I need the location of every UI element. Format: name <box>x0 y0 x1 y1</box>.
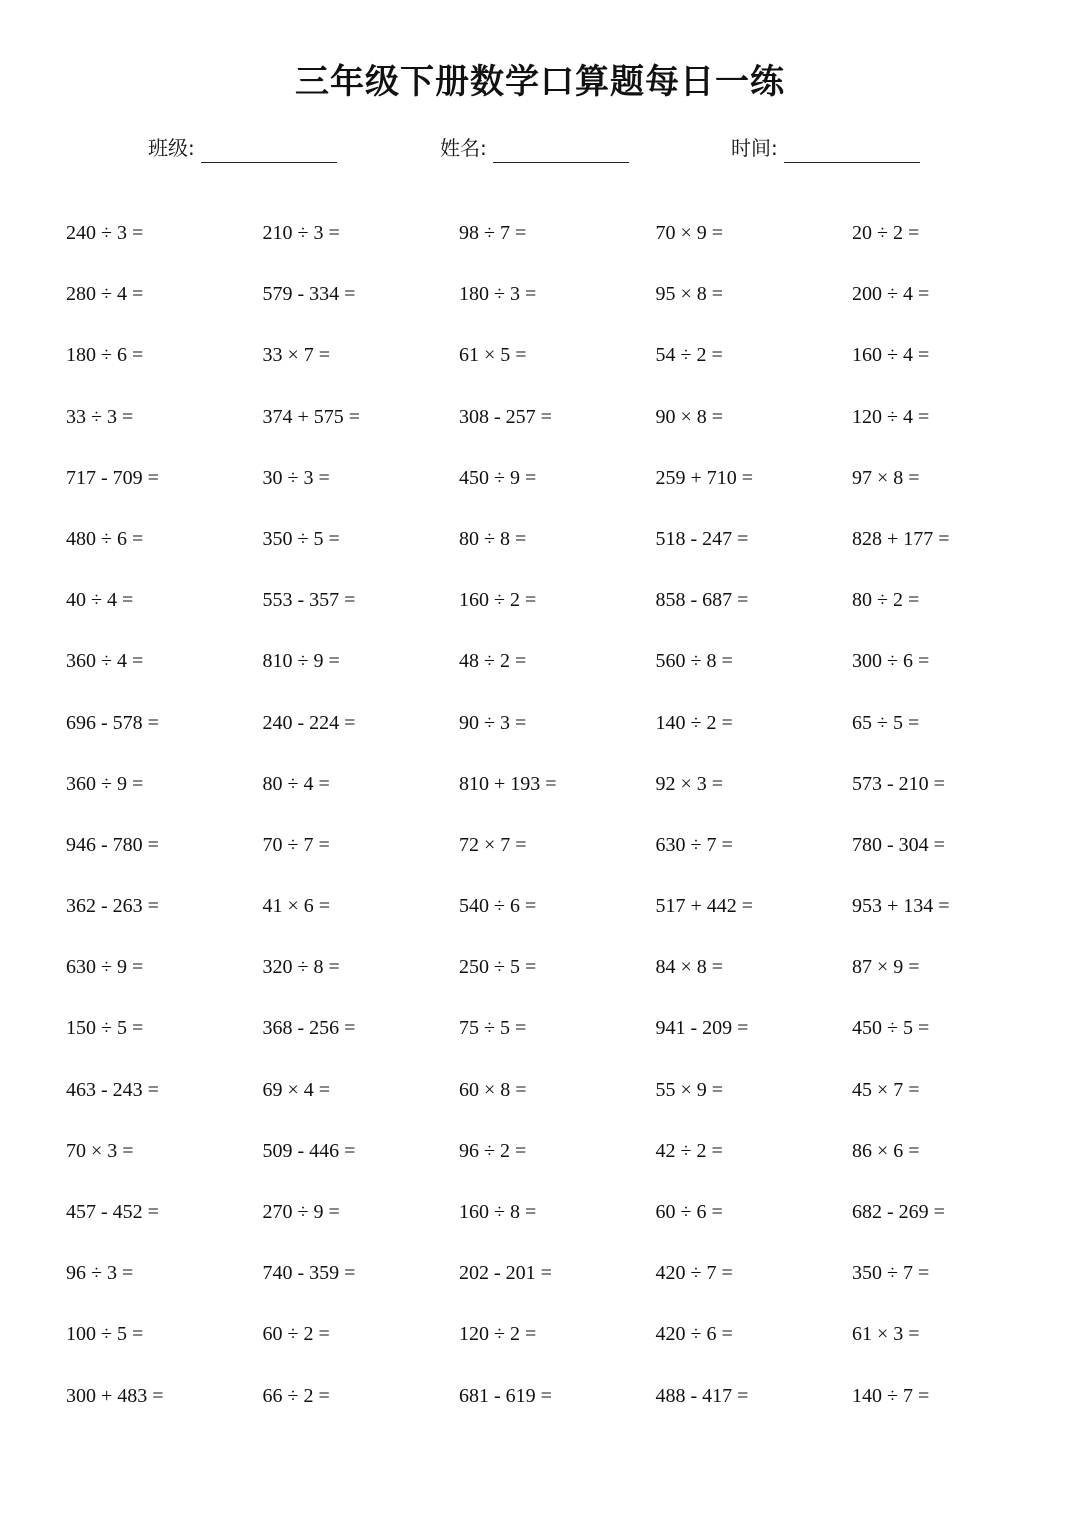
arithmetic-problem: 140 ÷ 2 = <box>655 711 733 734</box>
arithmetic-problem: 509 - 446 = <box>262 1139 356 1162</box>
arithmetic-problem: 40 ÷ 4 = <box>66 589 134 612</box>
arithmetic-problem: 320 ÷ 8 = <box>262 956 340 979</box>
arithmetic-problem: 300 + 483 = <box>66 1384 164 1407</box>
arithmetic-problem: 450 ÷ 9 = <box>459 466 537 489</box>
arithmetic-problem: 61 × 3 = <box>852 1323 920 1346</box>
arithmetic-problem: 420 ÷ 7 = <box>655 1262 733 1285</box>
arithmetic-problem: 350 ÷ 7 = <box>852 1262 930 1285</box>
arithmetic-problem: 270 ÷ 9 = <box>262 1201 340 1223</box>
arithmetic-problem: 368 - 256 = <box>262 1017 356 1040</box>
arithmetic-problem: 100 ÷ 5 = <box>66 1323 144 1346</box>
arithmetic-problem: 80 ÷ 2 = <box>852 589 920 612</box>
arithmetic-problem: 308 - 257 = <box>459 405 552 428</box>
problem-grid <box>66 212 1046 1436</box>
arithmetic-problem: 210 ÷ 3 = <box>262 222 340 244</box>
name-field <box>440 132 629 172</box>
arithmetic-problem: 69 × 4 = <box>262 1078 331 1101</box>
arithmetic-problem: 553 - 357 = <box>262 589 356 612</box>
arithmetic-problem: 480 ÷ 6 = <box>66 527 144 550</box>
arithmetic-problem: 810 + 193 = <box>459 772 557 795</box>
arithmetic-problem: 180 ÷ 6 = <box>66 344 144 367</box>
student-info-row <box>0 132 1080 172</box>
arithmetic-problem: 60 × 8 = <box>459 1078 527 1101</box>
arithmetic-problem: 120 ÷ 2 = <box>459 1323 537 1346</box>
arithmetic-problem: 70 × 9 = <box>655 222 724 244</box>
arithmetic-problem: 140 ÷ 7 = <box>852 1384 930 1407</box>
arithmetic-problem: 61 × 5 = <box>459 344 527 367</box>
arithmetic-problem: 60 ÷ 6 = <box>655 1201 723 1223</box>
arithmetic-problem: 810 ÷ 9 = <box>262 650 340 673</box>
arithmetic-problem: 457 - 452 = <box>66 1201 159 1223</box>
arithmetic-problem: 717 - 709 = <box>66 466 159 489</box>
arithmetic-problem: 682 - 269 = <box>852 1201 945 1223</box>
arithmetic-problem: 450 ÷ 5 = <box>852 1017 930 1040</box>
arithmetic-problem: 160 ÷ 2 = <box>459 589 537 612</box>
arithmetic-problem: 360 ÷ 9 = <box>66 772 144 795</box>
arithmetic-problem: 84 × 8 = <box>655 956 724 979</box>
arithmetic-problem: 240 - 224 = <box>262 711 356 734</box>
arithmetic-problem: 740 - 359 = <box>262 1262 356 1285</box>
arithmetic-problem: 300 ÷ 6 = <box>852 650 930 673</box>
arithmetic-problem: 41 × 6 = <box>262 895 331 918</box>
arithmetic-problem: 33 × 7 = <box>262 344 331 367</box>
arithmetic-problem: 941 - 209 = <box>655 1017 749 1040</box>
arithmetic-problem: 518 - 247 = <box>655 527 749 550</box>
arithmetic-problem: 60 ÷ 2 = <box>262 1323 330 1346</box>
arithmetic-problem: 517 + 442 = <box>655 895 754 918</box>
arithmetic-problem: 65 ÷ 5 = <box>852 711 920 734</box>
arithmetic-problem: 259 + 710 = <box>655 466 754 489</box>
class-field <box>148 132 337 172</box>
arithmetic-problem: 488 - 417 = <box>655 1384 749 1407</box>
arithmetic-problem: 97 × 8 = <box>852 466 920 489</box>
arithmetic-problem: 350 ÷ 5 = <box>262 527 340 550</box>
arithmetic-problem: 120 ÷ 4 = <box>852 405 930 428</box>
arithmetic-problem: 946 - 780 = <box>66 833 159 856</box>
time-label: 时间: <box>731 136 778 160</box>
arithmetic-problem: 828 + 177 = <box>852 527 950 550</box>
arithmetic-problem: 160 ÷ 4 = <box>852 344 930 367</box>
arithmetic-problem: 362 - 263 = <box>66 895 159 918</box>
arithmetic-problem: 150 ÷ 5 = <box>66 1017 144 1040</box>
arithmetic-problem: 86 × 6 = <box>852 1139 920 1162</box>
arithmetic-problem: 87 × 9 = <box>852 956 920 979</box>
arithmetic-problem: 72 × 7 = <box>459 833 527 856</box>
name-blank[interactable] <box>493 132 629 163</box>
arithmetic-problem: 630 ÷ 7 = <box>655 833 733 856</box>
arithmetic-problem: 858 - 687 = <box>655 589 749 612</box>
arithmetic-problem: 681 - 619 = <box>459 1384 552 1407</box>
time-blank[interactable] <box>784 132 920 163</box>
arithmetic-problem: 75 ÷ 5 = <box>459 1017 527 1040</box>
arithmetic-problem: 579 - 334 = <box>262 283 356 306</box>
arithmetic-problem: 20 ÷ 2 = <box>852 222 920 244</box>
arithmetic-problem: 696 - 578 = <box>66 711 159 734</box>
arithmetic-problem: 90 ÷ 3 = <box>459 711 527 734</box>
name-label: 姓名: <box>440 136 487 160</box>
arithmetic-problem: 200 ÷ 4 = <box>852 283 930 306</box>
arithmetic-problem: 160 ÷ 8 = <box>459 1201 537 1223</box>
arithmetic-problem: 360 ÷ 4 = <box>66 650 144 673</box>
arithmetic-problem: 54 ÷ 2 = <box>655 344 723 367</box>
arithmetic-problem: 33 ÷ 3 = <box>66 405 134 428</box>
arithmetic-problem: 66 ÷ 2 = <box>262 1384 330 1407</box>
page-title: 三年级下册数学口算题每日一练 <box>295 62 785 102</box>
arithmetic-problem: 55 × 9 = <box>655 1078 724 1101</box>
arithmetic-problem: 463 - 243 = <box>66 1078 159 1101</box>
arithmetic-problem: 70 × 3 = <box>66 1139 134 1162</box>
arithmetic-problem: 280 ÷ 4 = <box>66 283 144 306</box>
arithmetic-problem: 48 ÷ 2 = <box>459 650 527 673</box>
arithmetic-problem: 95 × 8 = <box>655 283 724 306</box>
arithmetic-problem: 92 × 3 = <box>655 772 724 795</box>
arithmetic-problem: 30 ÷ 3 = <box>262 466 330 489</box>
arithmetic-problem: 90 × 8 = <box>655 405 724 428</box>
arithmetic-problem: 573 - 210 = <box>852 772 945 795</box>
arithmetic-problem: 96 ÷ 3 = <box>66 1262 134 1285</box>
arithmetic-problem: 780 - 304 = <box>852 833 945 856</box>
arithmetic-problem: 96 ÷ 2 = <box>459 1139 527 1162</box>
arithmetic-problem: 180 ÷ 3 = <box>459 283 537 306</box>
arithmetic-problem: 80 ÷ 8 = <box>459 527 527 550</box>
arithmetic-problem: 240 ÷ 3 = <box>66 222 144 244</box>
arithmetic-problem: 953 + 134 = <box>852 895 950 918</box>
arithmetic-problem: 250 ÷ 5 = <box>459 956 537 979</box>
arithmetic-problem: 98 ÷ 7 = <box>459 222 527 244</box>
arithmetic-problem: 560 ÷ 8 = <box>655 650 733 673</box>
arithmetic-problem: 630 ÷ 9 = <box>66 956 144 979</box>
arithmetic-problem: 70 ÷ 7 = <box>262 833 330 856</box>
arithmetic-problem: 80 ÷ 4 = <box>262 772 330 795</box>
arithmetic-problem: 45 × 7 = <box>852 1078 920 1101</box>
arithmetic-problem: 540 ÷ 6 = <box>459 895 537 918</box>
time-field <box>731 132 920 172</box>
arithmetic-problem: 42 ÷ 2 = <box>655 1139 723 1162</box>
arithmetic-problem: 420 ÷ 6 = <box>655 1323 733 1346</box>
arithmetic-problem: 374 + 575 = <box>262 405 361 428</box>
class-blank[interactable] <box>201 132 337 163</box>
arithmetic-problem: 202 - 201 = <box>459 1262 552 1285</box>
class-label: 班级: <box>148 136 195 160</box>
